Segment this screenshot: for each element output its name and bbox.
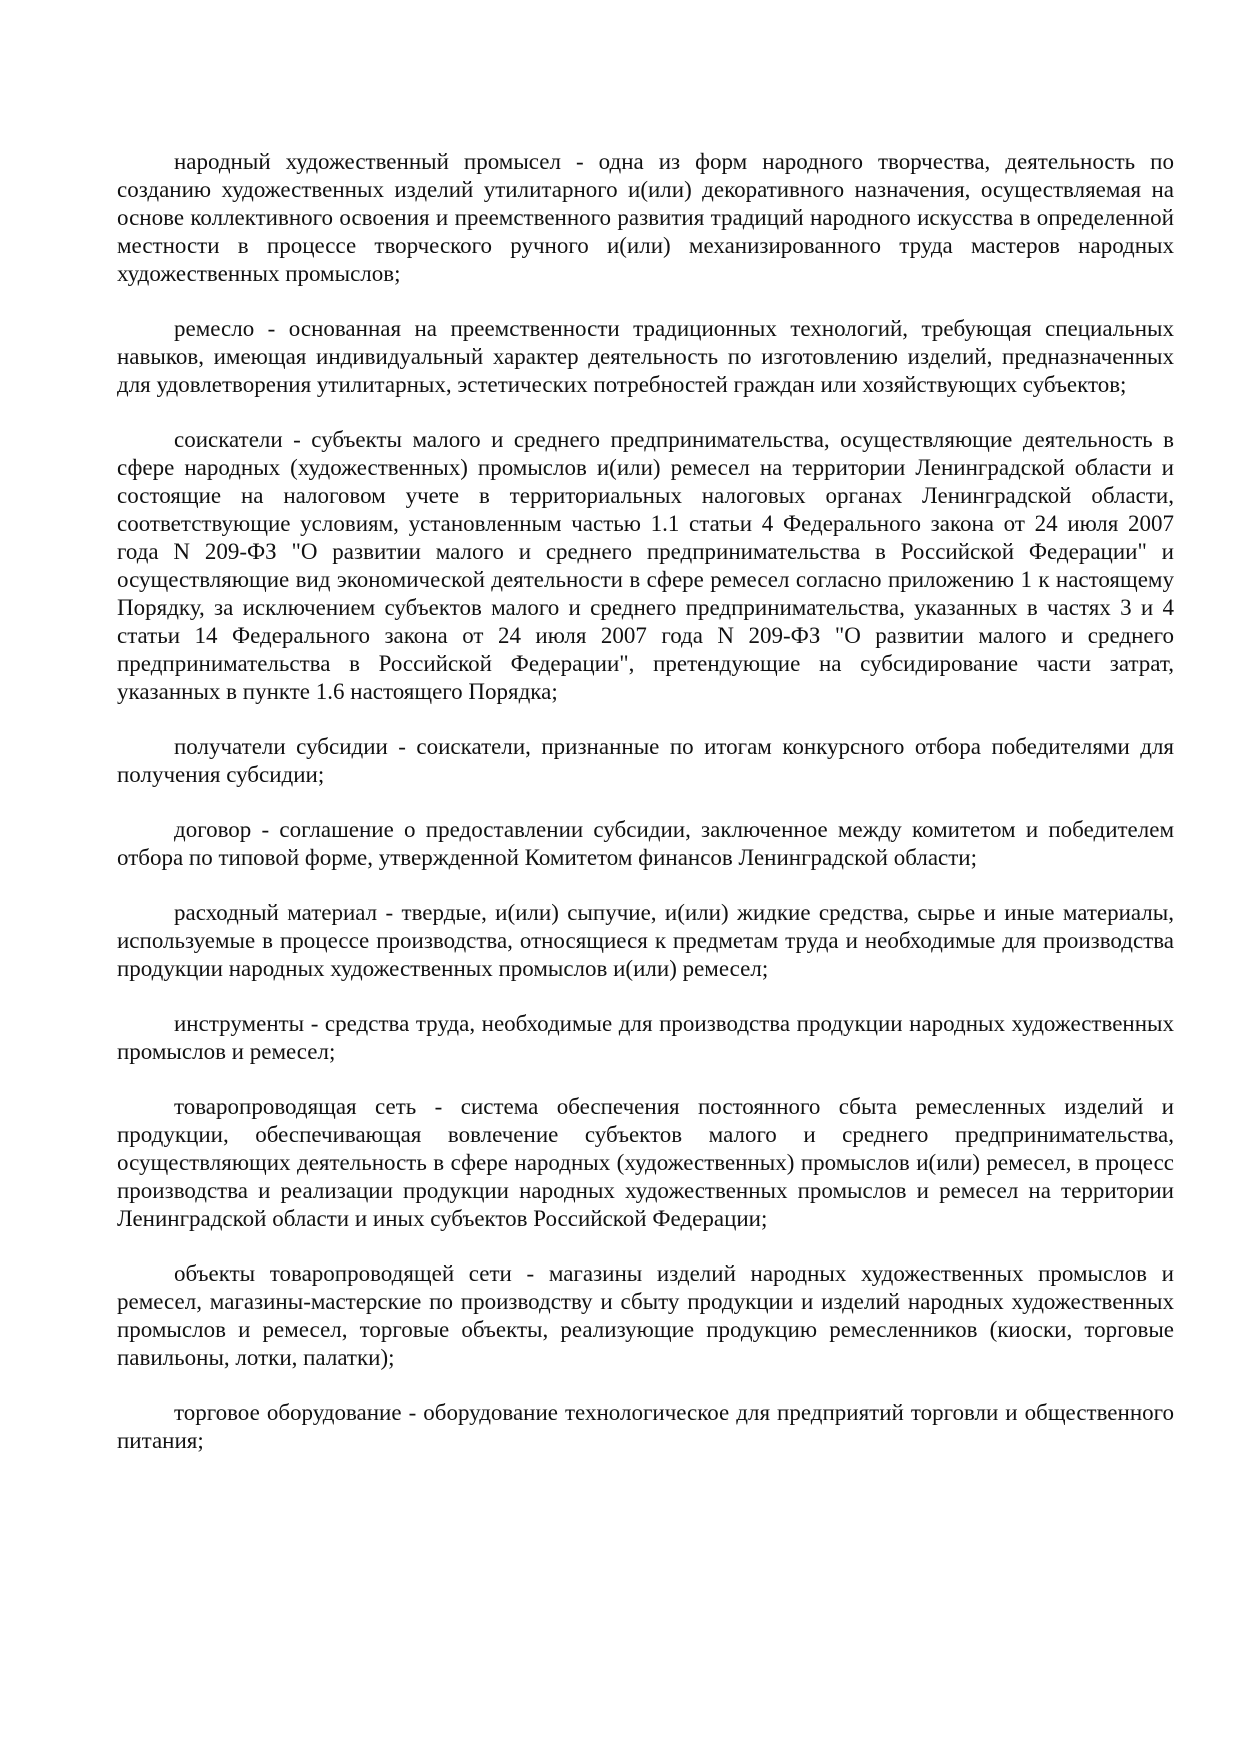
definition-folk-art-craft: народный художественный промысел - одна из форм народного творчества, деятельность по созданию художественных изделий утилитарного и(или) декоративного назначения, осуществляемая на основе коллективного освоения и преемственного развития традиций народного искусства в определенной местности в процессе творческого ручного и(или) механизированного труда мастеров народных художественных промыслов; (117, 149, 1174, 286)
definition-craft: ремесло - основанная на преемственности традиционных технологий, требующая специальных навыков, имеющая индивидуальный характер деятельность по изготовлению изделий, предназначенных для удовлетворения утилитарных, эстетических потребностей граждан или хозяйствующих субъектов; (117, 316, 1174, 397)
document-page (117, 148, 1174, 1482)
definition-applicants: соискатели - субъекты малого и среднего предпринимательства, осуществляющие деятельность в сфере народных (художественных) промыслов и(или) ремесел на территории Ленинградской области и состоящие на налоговом учете в территориальных налоговых органах Ленинградской области, соответствующие условиям, установленным частью 1.1 статьи 4 Федерального закона от 24 июля 2007 года N 209-ФЗ "О развитии малого и среднего предпринимательства в Российской Федерации" и осуществляющие вид экономической деятельности в сфере ремесел согласно приложению 1 к настоящему Порядку, за исключением субъектов малого и среднего предпринимательства, указанных в частях 3 и 4 статьи 14 Федерального закона от 24 июля 2007 года N 209-ФЗ "О развитии малого и среднего предпринимательства в Российской Федерации", претендующие на субсидирование части затрат, указанных в пункте 1.6 настоящего Порядка; (117, 427, 1174, 704)
definition-distribution-network-objects: объекты товаропроводящей сети - магазины изделий народных художественных промыслов и ремесел, магазины-мастерские по производству и сбыту продукции и изделий народных художественных промыслов и ремесел, торговые объекты, реализующие продукцию ремесленников (киоски, торговые павильоны, лотки, палатки); (117, 1261, 1174, 1370)
definition-subsidy-recipients: получатели субсидии - соискатели, признанные по итогам конкурсного отбора победителями для получения субсидии; (117, 734, 1174, 787)
definition-trade-equipment: торговое оборудование - оборудование технологическое для предприятий торговли и общественного питания; (117, 1400, 1174, 1453)
definition-consumables: расходный материал - твердые, и(или) сыпучие, и(или) жидкие средства, сырье и иные материалы, используемые в процессе производства, относящиеся к предметам труда и необходимые для производства продукции народных художественных промыслов и(или) ремесел; (117, 900, 1174, 981)
definition-agreement: договор - соглашение о предоставлении субсидии, заключенное между комитетом и победителем отбора по типовой форме, утвержденной Комитетом финансов Ленинградской области; (117, 817, 1174, 870)
definition-tools: инструменты - средства труда, необходимые для производства продукции народных художественных промыслов и ремесел; (117, 1011, 1174, 1064)
definition-distribution-network: товаропроводящая сеть - система обеспечения постоянного сбыта ремесленных изделий и продукции, обеспечивающая вовлечение субъектов малого и среднего предпринимательства, осуществляющих деятельность в сфере народных (художественных) промыслов и(или) ремесел, в процесс производства и реализации продукции народных художественных промыслов и ремесел на территории Ленинградской области и иных субъектов Российской Федерации; (117, 1094, 1174, 1231)
